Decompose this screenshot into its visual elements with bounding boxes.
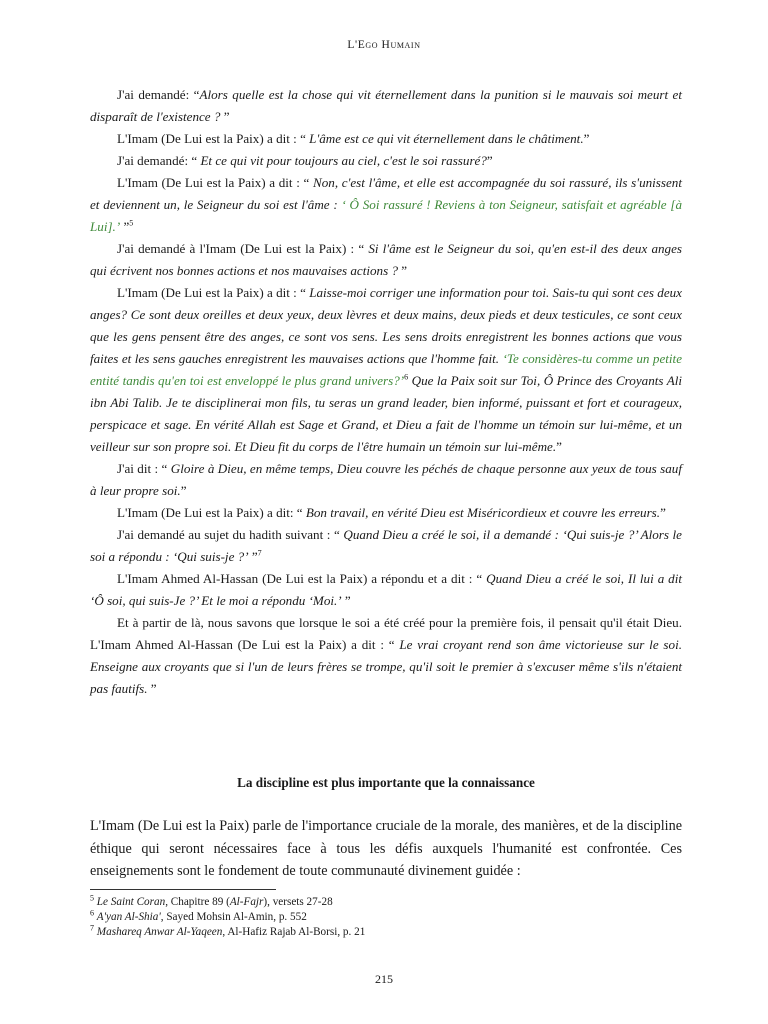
footnote-number: 5: [90, 893, 94, 903]
quran-verse: ‘Te considères-tu comme un petite entité tandis qu'en toi est enveloppé le plus grand univers?’: [90, 351, 683, 388]
quote-close: ”: [486, 153, 493, 168]
quote-text: Quand Dieu a créé le soi, il a demandé : ‘Qui suis-je ?’ Alors le soi a répondu : ‘Qui suis-je ?’: [90, 527, 682, 564]
quote-text: L'âme est ce qui vit éternellement dans le châtiment.: [309, 131, 584, 146]
text-lead: L'Imam (De Lui est la Paix) a dit: “: [117, 505, 306, 520]
paragraph-3: [90, 150, 682, 172]
paragraph-6: [90, 282, 682, 458]
quote-close: ”: [583, 131, 590, 146]
quote-text: Quand Dieu a créé le soi, Il lui a dit ‘Ô soi, qui suis-Je ?’ Et le moi a répondu ‘Moi.’: [90, 571, 683, 608]
footnote-ref[interactable]: 7: [257, 548, 262, 558]
text-lead: J'ai demandé: “: [117, 153, 201, 168]
quote-text: Laisse-moi corriger une information pour toi. Sais-tu qui sont ces deux anges? Ce sont deux oreilles et deux yeux, deux lèvres et deux mains, deux pieds et deux testicules, ce sont ceux que les gens pensent être des anges, ce sont vos sens. Les sens droits enregistrent les bonnes actions que vous faites et les sens gauches enregistrent les mauvaises actions que l'homme fait.: [90, 285, 682, 366]
footnote-italic: Al-Fajr: [229, 896, 264, 908]
text-lead: L'Imam (De Lui est la Paix) a dit : “: [117, 175, 313, 190]
text-lead: J'ai demandé à l'Imam (De Lui est la Paix) : “: [117, 241, 369, 256]
paragraph-11: [90, 612, 682, 700]
footnote-text: , Al-Hafiz Rajab Al-Borsi, p. 21: [222, 926, 366, 938]
footnote-number: 7: [90, 923, 94, 933]
quote-text: Que la Paix soit sur Toi, Ô Prince des Croyants Ali ibn Abi Talib. Je te disciplinerai mon fils, tu seras un grand leader, bien informé, puissant et fort et courageux, perspicace et sage. En vérité Allah est Sage et Grand, et Dieu a fait de l'homme un témoin sur lui-même, et un veilleur sur son propre soi. Et Dieu fit du corps de l'être humain un témoin sur lui-même.: [90, 373, 682, 454]
quote-text: Bon travail, en vérité Dieu est Miséricordieux et couvre les erreurs.: [305, 505, 661, 520]
footnote-ref[interactable]: 5: [129, 218, 134, 228]
text-lead: L'Imam (De Lui est la Paix) a dit : “: [117, 285, 310, 300]
text-lead: L'Imam Ahmed Al-Hassan (De Lui est la Paix) a répondu et a dit : “: [117, 571, 487, 586]
paragraph-10: [90, 568, 682, 612]
quran-verse: ‘ Ô Soi rassuré ! Reviens à ton Seigneur, satisfait et agréable [à Lui].’: [90, 197, 682, 234]
quote-close: ”: [220, 109, 230, 124]
quote-close: ”: [248, 549, 258, 564]
quote-close: ”: [398, 263, 408, 278]
paragraph-9: [90, 524, 682, 568]
section-paragraph: L'Imam (De Lui est la Paix) parle de l'importance cruciale de la morale, des manières, et de la discipline éthique qui seront nécessaires face à tous les défis auxquels l'humanité est confrontée. Ces enseignements sont le fondement de toute communauté divinement guidée :: [90, 818, 682, 879]
quote-close: ”: [341, 593, 351, 608]
text-lead: J'ai demandé au sujet du hadith suivant : “: [117, 527, 344, 542]
quote-close: ”: [120, 219, 130, 234]
paragraph-1: [90, 84, 682, 128]
footnote-number: 6: [90, 908, 94, 918]
paragraph-5: [90, 238, 682, 282]
footnotes: [90, 895, 682, 940]
footnote-ref[interactable]: 6: [404, 372, 409, 382]
text-lead: L'Imam (De Lui est la Paix) a dit : “: [117, 131, 310, 146]
quote-text: Le vrai croyant rend son âme victorieuse sur le soi. Enseigne aux croyants que si l'un de leurs frères se trompe, qu'il soit le premier à s'excuser même s'ils n'étaient pas fautifs.: [90, 637, 682, 696]
quote-close: ”: [660, 505, 666, 520]
footnote-title: A'yan Al-Shia': [96, 911, 161, 923]
footnote-text: , Sayed Mohsin Al-Amin, p. 552: [160, 911, 307, 923]
footnote-divider: [90, 889, 276, 890]
footnote-text: ), versets 27-28: [263, 896, 333, 908]
quote-close: ”: [556, 439, 562, 454]
quote-close: ”: [180, 483, 187, 498]
text-lead: Et à partir de là, nous savons que lorsque le soi a été créé pour la première fois, il pensait qu'il était Dieu. L'Imam Ahmed Al-Hassan (De Lui est la Paix) a dit : “: [90, 615, 682, 652]
footnote-5: [90, 895, 682, 910]
paragraph-8: [90, 502, 682, 524]
quote-text: Non, c'est l'âme, et elle est accompagnée du soi rassuré, ils s'unissent et deviennent un, le Seigneur du soi est l'âme :: [90, 175, 682, 212]
footnote-text: , Chapitre 89 (: [165, 896, 230, 908]
footnote-title: Le Saint Coran: [96, 896, 166, 908]
footnote-title: Mashareq Anwar Al-Yaqeen: [96, 926, 223, 938]
quote-text: Si l'âme est le Seigneur du soi, qu'en est-il des deux anges qui écrivent nos bonnes actions et nos mauvaises actions ?: [90, 241, 682, 278]
paragraph-7: [90, 458, 682, 502]
text-lead: J'ai demandé: “: [117, 87, 200, 102]
running-title: L'Ego Humain: [347, 39, 421, 51]
paragraph-4: [90, 172, 682, 238]
footnote-6: [90, 910, 682, 925]
quote-close: ”: [147, 681, 157, 696]
quote-text: Alors quelle est la chose qui vit éternellement dans la punition si le mauvais soi meurt et disparaît de l'existence ?: [90, 87, 682, 124]
paragraph-2: [90, 128, 682, 150]
footnote-7: [90, 925, 682, 940]
text-lead: J'ai dit : “: [117, 461, 171, 476]
page-number: 215: [375, 972, 393, 986]
section-heading: La discipline est plus importante que la connaissance: [237, 775, 535, 790]
body-text: [90, 84, 682, 700]
quote-text: Gloire à Dieu, en même temps, Dieu couvre les péchés de chaque personne aux yeux de tous sauf à leur propre soi.: [90, 461, 682, 498]
quote-text: Et ce qui vit pour toujours au ciel, c'est le soi rassuré?: [200, 153, 487, 168]
